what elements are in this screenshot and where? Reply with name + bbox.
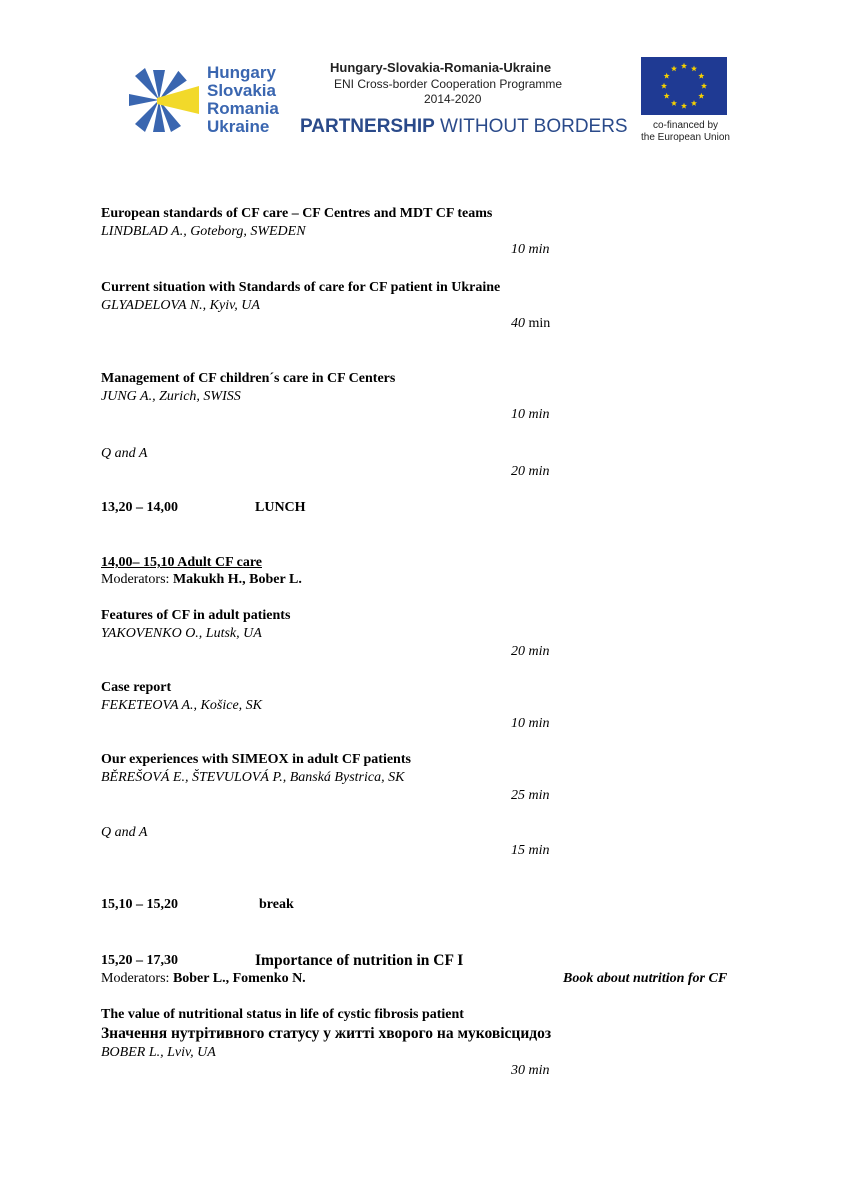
talk-2-duration-number: 40: [511, 316, 525, 331]
talk-7-title-ukrainian: Значення нутрітивного статусу у житті хворого на муковісцидоз: [101, 1025, 552, 1042]
moderators-label: Moderators:: [101, 572, 173, 587]
lunch-time: 13,20 – 14,00: [101, 500, 178, 515]
talk-3-speaker: JUNG A., Zurich, SWISS: [101, 389, 241, 404]
eu-flag-icon: [641, 57, 727, 115]
talk-5-speaker: FEKETEOVA A., Košice, SK: [101, 698, 262, 713]
talk-3-duration: 10 min: [511, 407, 550, 422]
programme-title: Hungary-Slovakia-Romania-Ukraine: [330, 60, 552, 75]
slogan: [300, 116, 628, 138]
programme-subtitle: ENI Cross-border Cooperation Programme: [334, 77, 563, 91]
break-time: 15,10 – 15,20: [101, 897, 178, 912]
talk-4-duration: 20 min: [511, 644, 550, 659]
talk-1-duration: 10 min: [511, 242, 550, 257]
programme-logo-icon: [123, 60, 201, 140]
moderators-names: Bober L., Fomenko N.: [172, 971, 306, 986]
break-label: break: [259, 897, 294, 912]
talk-6-speaker: BĚREŠOVÁ E., ŠTEVULOVÁ P., Banská Bystrica, SK: [101, 770, 405, 785]
talk-4-speaker: YAKOVENKO O., Lutsk, UA: [101, 626, 262, 641]
session-2-heading: 14,00– 15,10 Adult CF care: [101, 555, 262, 570]
session-2-moderators: [101, 572, 302, 588]
session-3-moderators: [101, 971, 306, 987]
lunch-label: LUNCH: [255, 500, 306, 515]
slogan-bold: PARTNERSHIP: [300, 116, 435, 137]
talk-3-title: Management of CF children´s care in CF Centers: [101, 371, 396, 386]
moderators-label: Moderators:: [101, 971, 173, 986]
header-banner: [101, 50, 751, 147]
logo-word-romania: Romania: [207, 99, 279, 118]
moderators-names: Makukh H., Bober L.: [172, 572, 302, 587]
talk-1-speaker: LINDBLAD A., Goteborg, SWEDEN: [101, 224, 306, 239]
logo-word-slovakia: Slovakia: [207, 81, 276, 100]
talk-5-duration: 10 min: [511, 716, 550, 731]
talk-5-title: Case report: [101, 680, 172, 695]
talk-6-title: Our experiences with SIMEOX in adult CF patients: [101, 752, 411, 767]
talk-6-duration: 25 min: [511, 788, 550, 803]
logo-word-hungary: Hungary: [207, 63, 276, 82]
nutrition-book-note: Book about nutrition for CF: [563, 971, 728, 986]
talk-7-title: The value of nutritional status in life of cystic fibrosis patient: [101, 1007, 464, 1022]
cofinanced-line-1: co-financed by: [653, 120, 719, 131]
talk-2-duration-unit: min: [525, 316, 551, 331]
talk-2-duration: [511, 316, 550, 332]
talk-1-title: European standards of CF care – CF Centres and MDT CF teams: [101, 206, 493, 221]
qa-1-label: Q and A: [101, 446, 148, 461]
logo-word-ukraine: Ukraine: [207, 117, 270, 136]
qa-1-duration: 20 min: [511, 464, 550, 479]
qa-2-label: Q and A: [101, 825, 148, 840]
qa-2-duration: 15 min: [511, 843, 550, 858]
talk-7-duration: 30 min: [511, 1063, 550, 1078]
talk-7-speaker: BOBER L., Lviv, UA: [101, 1045, 216, 1060]
talk-4-title: Features of CF in adult patients: [101, 608, 291, 623]
cofinanced-line-2: the European Union: [641, 132, 730, 143]
slogan-rest: WITHOUT BORDERS: [434, 116, 628, 137]
talk-2-title: Current situation with Standards of care for CF patient in Ukraine: [101, 280, 501, 295]
session-3-title: Importance of nutrition in CF I: [255, 952, 464, 969]
session-3-heading: [101, 952, 487, 970]
programme-years: 2014-2020: [424, 92, 482, 106]
talk-2-speaker: GLYADELOVA N., Kyiv, UA: [101, 298, 260, 313]
session-3-time: 15,20 – 17,30: [101, 953, 178, 968]
